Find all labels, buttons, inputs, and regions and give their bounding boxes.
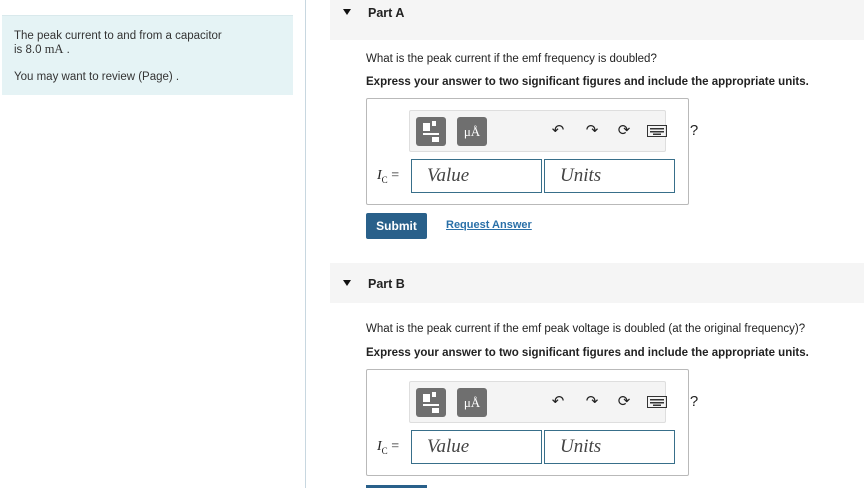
- part-b-variable-label: [377, 439, 399, 456]
- column-divider: [305, 0, 306, 488]
- info-text-line1: The peak current to and from a capacitor: [14, 30, 222, 42]
- submit-button[interactable]: Submit: [366, 213, 427, 239]
- part-a-instruction: Express your answer to two significant figures and include the appropriate units.: [366, 76, 809, 88]
- info-unit: mA: [44, 42, 64, 56]
- var-equals: =: [387, 439, 400, 454]
- part-a-input-row: [377, 159, 677, 193]
- caret-down-icon: [343, 280, 351, 286]
- reset-icon[interactable]: ⟳: [617, 393, 631, 410]
- info-text-suffix: .: [63, 44, 70, 56]
- units-icon[interactable]: μÅ: [457, 388, 487, 417]
- part-a-value-input[interactable]: Value: [411, 159, 542, 193]
- undo-icon[interactable]: ↶: [551, 122, 565, 139]
- part-b-question: What is the peak current if the emf peak voltage is doubled (at the original frequency)?: [366, 323, 806, 335]
- info-panel: [2, 15, 293, 95]
- redo-icon[interactable]: ↷: [585, 122, 599, 139]
- part-a-header[interactable]: [330, 0, 864, 40]
- template-icon[interactable]: [416, 117, 446, 146]
- part-b-header[interactable]: [330, 263, 864, 303]
- redo-icon[interactable]: ↷: [585, 393, 599, 410]
- part-b-title: Part B: [368, 277, 405, 291]
- part-a-question: What is the peak current if the emf frequency is doubled?: [366, 53, 657, 65]
- part-b-input-row: [377, 430, 677, 464]
- help-icon[interactable]: ?: [689, 122, 699, 139]
- part-b-answer-box: [366, 369, 699, 476]
- request-answer-link[interactable]: Request Answer: [446, 219, 532, 231]
- review-text: You may want to review (Page) .: [14, 71, 180, 83]
- var-symbol: I: [377, 168, 382, 183]
- keyboard-icon[interactable]: [646, 391, 668, 413]
- part-b-instruction: Express your answer to two significant figures and include the appropriate units.: [366, 347, 809, 359]
- caret-down-icon: [343, 9, 351, 15]
- part-b-toolbar: [409, 381, 699, 423]
- units-icon[interactable]: μÅ: [457, 117, 487, 146]
- part-a-variable-label: [377, 168, 399, 185]
- var-subscript: C: [381, 174, 388, 185]
- keyboard-icon[interactable]: [646, 120, 668, 142]
- var-subscript: C: [381, 445, 388, 456]
- template-icon[interactable]: [416, 388, 446, 417]
- info-text-prefix: is 8.0: [14, 44, 45, 56]
- reset-icon[interactable]: ⟳: [617, 122, 631, 139]
- undo-icon[interactable]: ↶: [551, 393, 565, 410]
- part-a-answer-box: [366, 98, 699, 205]
- part-a-toolbar: [409, 110, 699, 152]
- var-symbol: I: [377, 439, 382, 454]
- part-b-units-input[interactable]: Units: [544, 430, 675, 464]
- help-icon[interactable]: ?: [689, 393, 699, 410]
- part-a-title: Part A: [368, 6, 405, 20]
- part-a-units-input[interactable]: Units: [544, 159, 675, 193]
- var-equals: =: [387, 168, 400, 183]
- part-b-value-input[interactable]: Value: [411, 430, 542, 464]
- info-text-line2: [14, 43, 281, 57]
